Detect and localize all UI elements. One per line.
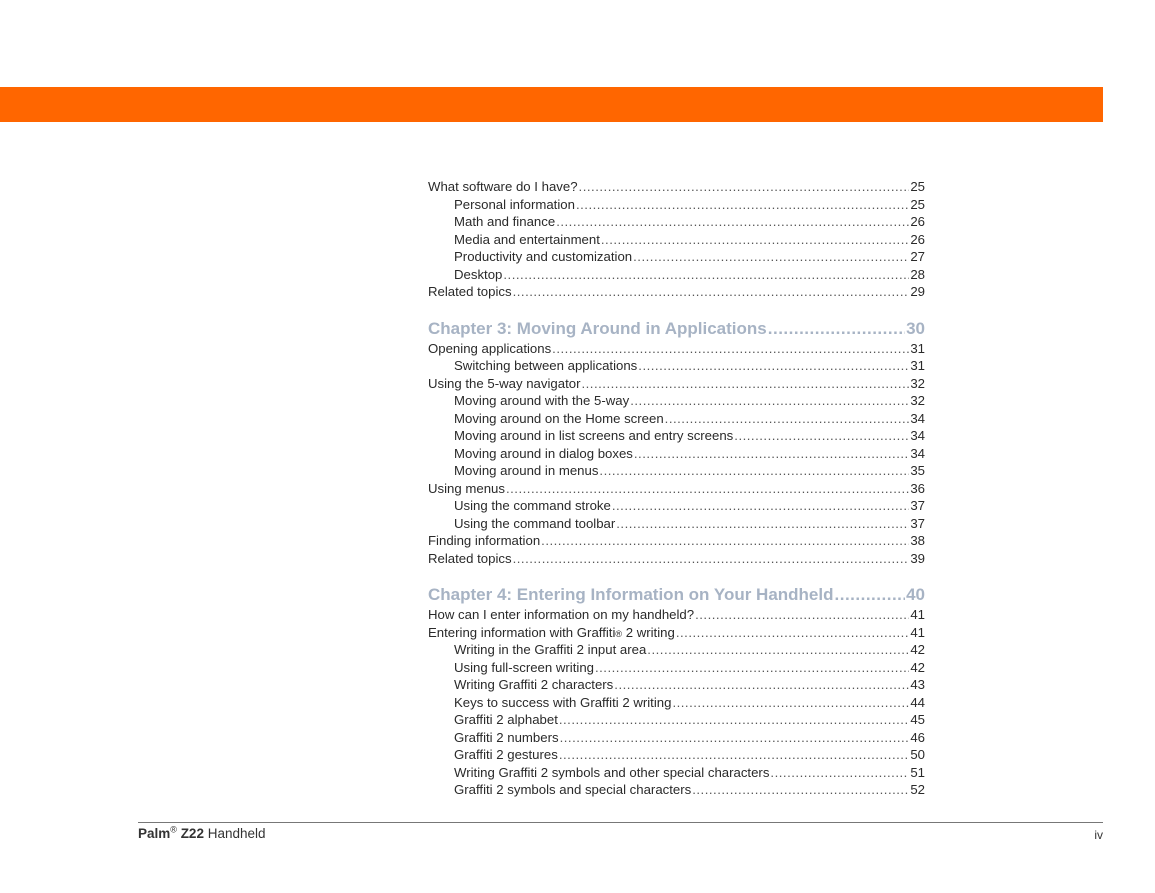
toc-entry-page: 34 — [910, 410, 925, 426]
leader-dots — [581, 375, 909, 393]
toc-entry-page: 38 — [910, 533, 925, 548]
leader-dots — [692, 781, 909, 799]
toc-entry-title: Desktop — [454, 266, 503, 282]
leader-dots — [835, 583, 906, 606]
toc-entry[interactable] — [428, 410, 925, 428]
toc-entry-title: Related topics — [428, 284, 512, 299]
toc-block-2 — [428, 340, 925, 568]
leader-dots — [559, 746, 909, 764]
leader-dots — [768, 317, 905, 340]
toc-entry-title: Entering information with Graffiti — [428, 624, 616, 640]
toc-entry-page: 28 — [910, 266, 925, 282]
toc-entry-title: Personal information — [454, 196, 575, 212]
toc-entry-page: 42 — [910, 642, 925, 657]
toc-entry-page: 44 — [910, 694, 925, 710]
leader-dots — [541, 532, 909, 550]
toc-entry-title: Moving around in dialog boxes — [454, 445, 633, 461]
toc-entry[interactable] — [428, 550, 925, 568]
toc-entry-title: How can I enter information on my handheld? — [428, 607, 695, 622]
footer-product-name — [138, 826, 266, 841]
toc-entry-page: 39 — [910, 550, 925, 566]
toc-entry[interactable] — [428, 283, 925, 301]
toc-entry[interactable] — [428, 445, 925, 463]
chapter-page: 40 — [906, 585, 925, 604]
footer-model: Z22 — [180, 826, 204, 841]
toc-entry[interactable] — [428, 375, 925, 393]
toc-entry-page: 25 — [910, 179, 925, 194]
toc-entry-page: 46 — [910, 729, 925, 745]
leader-dots — [695, 606, 909, 624]
toc-entry-title: Finding information — [428, 533, 541, 548]
toc-entry-page: 37 — [910, 515, 925, 531]
toc-entry-page: 32 — [910, 393, 925, 408]
toc-entry-page: 29 — [910, 284, 925, 299]
toc-entry[interactable] — [428, 196, 925, 214]
toc-entry-title-suffix: 2 writing — [622, 624, 675, 640]
toc-entry-title: Using the command toolbar — [454, 515, 616, 531]
leader-dots — [579, 178, 910, 196]
toc-entry-title: Media and entertainment — [454, 231, 600, 247]
toc-entry-title: Opening applications — [428, 340, 552, 356]
toc-entry[interactable] — [428, 606, 925, 624]
toc-entry[interactable] — [428, 497, 925, 515]
toc-entry-title: Related topics — [428, 550, 512, 566]
header-band — [0, 87, 1103, 122]
leader-dots — [601, 231, 909, 249]
leader-dots — [634, 445, 909, 463]
toc-entry[interactable] — [428, 480, 925, 498]
toc-entry-page: 42 — [910, 659, 925, 675]
toc-entry-page: 45 — [910, 712, 925, 727]
toc-entry-title: Using menus — [428, 480, 505, 496]
toc-entry-title: Graffiti 2 symbols and special characters — [454, 782, 692, 797]
toc-entry-title: Writing Graffiti 2 characters — [454, 677, 614, 692]
leader-dots — [503, 266, 909, 284]
toc-entry-title: Math and finance — [454, 214, 556, 229]
toc-entry[interactable] — [428, 392, 925, 410]
toc-entry-title: Keys to success with Graffiti 2 writing — [454, 694, 672, 710]
chapter-page: 30 — [906, 318, 925, 338]
toc-entry[interactable]: Entering information with Graffiti ® 2 writing ..... 41 — [428, 624, 925, 642]
toc-entry[interactable] — [428, 231, 925, 249]
toc-entry-title: Productivity and customization — [454, 249, 633, 264]
leader-dots — [633, 248, 909, 266]
footer-brand-mark: ® — [170, 824, 177, 835]
toc-entry[interactable] — [428, 462, 925, 480]
toc-block-3 — [428, 606, 925, 799]
table-of-contents — [428, 178, 925, 799]
toc-entry[interactable] — [428, 764, 925, 782]
toc-entry-page: 35 — [910, 463, 925, 478]
toc-entry-page: 51 — [910, 764, 925, 780]
toc-entry[interactable] — [428, 711, 925, 729]
leader-dots — [595, 659, 909, 677]
leader-dots — [560, 729, 910, 747]
footer-rule — [138, 822, 1103, 823]
toc-entry[interactable] — [428, 266, 925, 284]
leader-dots — [506, 480, 909, 498]
toc-entry[interactable] — [428, 641, 925, 659]
toc-entry-title: Using the command stroke — [454, 498, 611, 513]
leader-dots — [513, 283, 910, 301]
toc-entry-title: Moving around on the Home screen — [454, 410, 664, 426]
toc-entry-page: 37 — [910, 498, 925, 513]
chapter-title: Chapter 3: Moving Around in Applications — [428, 318, 767, 338]
toc-entry-page: 52 — [910, 782, 925, 797]
toc-entry[interactable] — [428, 213, 925, 231]
leader-dots — [647, 641, 909, 659]
toc-entry-page: 31 — [910, 358, 925, 373]
leader-dots — [513, 550, 910, 568]
leader-dots — [612, 497, 909, 515]
toc-entry-page: 32 — [910, 375, 925, 391]
toc-entry[interactable] — [428, 178, 925, 196]
leader-dots — [770, 764, 909, 782]
toc-entry-title: Moving around in list screens and entry screens — [454, 428, 734, 443]
toc-entry[interactable] — [428, 694, 925, 712]
toc-entry[interactable] — [428, 729, 925, 747]
toc-entry[interactable] — [428, 781, 925, 799]
leader-dots — [665, 410, 910, 428]
footer-product: Handheld — [207, 826, 266, 841]
toc-entry[interactable] — [428, 248, 925, 266]
leader-dots — [614, 676, 909, 694]
toc-entry-page: 34 — [910, 428, 925, 443]
footer-page-number: iv — [1094, 828, 1103, 842]
leader-dots — [672, 694, 909, 712]
toc-entry-page: 41 — [910, 607, 925, 622]
toc-entry-title: Using full-screen writing — [454, 659, 594, 675]
toc-entry-page: 34 — [910, 445, 925, 461]
toc-entry-page: 26 — [910, 214, 925, 229]
toc-entry-title: Moving around in menus — [454, 463, 599, 478]
toc-block-1 — [428, 178, 925, 301]
chapter-title: Chapter 4: Entering Information on Your Handheld — [428, 585, 834, 604]
toc-entry-page: 26 — [910, 231, 925, 247]
toc-entry[interactable] — [428, 515, 925, 533]
toc-entry-page: 31 — [910, 340, 925, 356]
leader-dots — [556, 213, 909, 231]
toc-entry[interactable] — [428, 659, 925, 677]
toc-entry-title: Writing in the Graffiti 2 input area — [454, 642, 647, 657]
toc-entry-title: Writing Graffiti 2 symbols and other special characters — [454, 764, 770, 780]
leader-dots — [599, 462, 909, 480]
toc-entry-page: 27 — [910, 249, 925, 264]
chapter-3-heading[interactable] — [428, 317, 925, 340]
toc-entry[interactable] — [428, 532, 925, 550]
toc-entry-title: Graffiti 2 numbers — [454, 729, 559, 745]
toc-entry-title: Switching between applications — [454, 358, 638, 373]
leader-dots — [616, 515, 909, 533]
toc-entry-page: 41 — [910, 624, 925, 640]
toc-entry[interactable] — [428, 676, 925, 694]
leader-dots — [576, 196, 909, 214]
footer-brand: Palm — [138, 826, 171, 841]
leader-dots — [734, 427, 909, 445]
toc-entry[interactable] — [428, 746, 925, 764]
toc-entry-title: Moving around with the 5-way — [454, 393, 630, 408]
toc-entry[interactable] — [428, 427, 925, 445]
toc-entry-page: 50 — [910, 747, 925, 762]
toc-entry-title: Graffiti 2 gestures — [454, 747, 558, 762]
toc-entry-title: Using the 5-way navigator — [428, 375, 581, 391]
leader-dots — [676, 624, 910, 642]
chapter-4-heading[interactable] — [428, 583, 925, 606]
leader-dots — [630, 392, 909, 410]
toc-entry[interactable] — [428, 340, 925, 358]
toc-entry-title: What software do I have? — [428, 179, 578, 194]
leader-dots — [559, 711, 909, 729]
toc-entry-title: Graffiti 2 alphabet — [454, 712, 558, 727]
toc-entry-page: 25 — [910, 196, 925, 212]
toc-entry[interactable] — [428, 357, 925, 375]
toc-entry-page: 43 — [910, 677, 925, 692]
leader-dots — [552, 340, 909, 358]
toc-entry-page: 36 — [910, 480, 925, 496]
leader-dots — [638, 357, 909, 375]
